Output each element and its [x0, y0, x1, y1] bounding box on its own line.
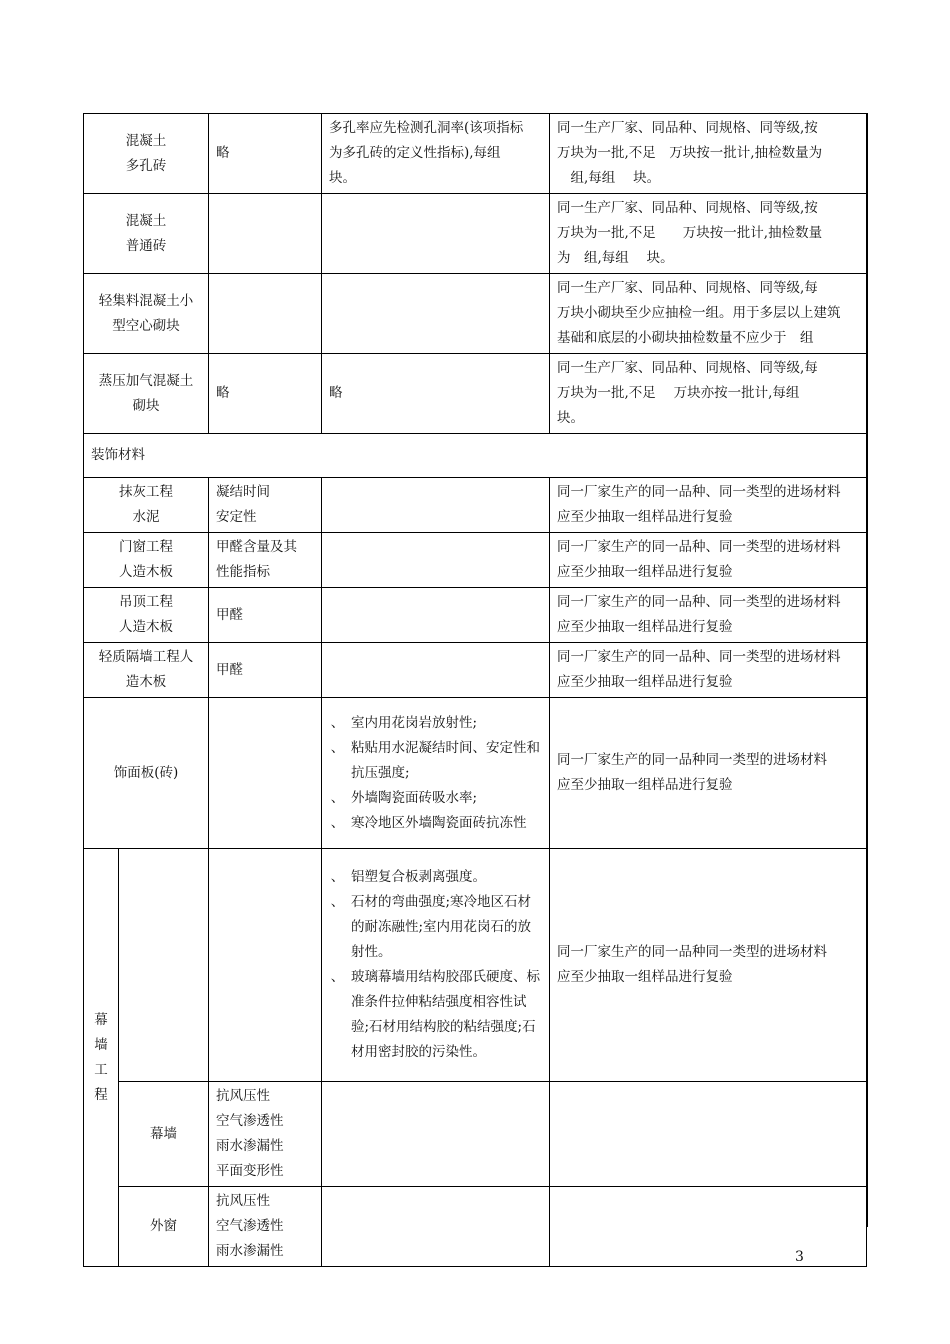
method-cell: [322, 1082, 550, 1187]
item-cell: 甲醛: [209, 643, 322, 698]
sampling-cell: 同一生产厂家、同品种、同规格、同等级,按 万块为一批,不足 万块按一批计,抽检数量 为 组,每组 块。: [550, 194, 867, 274]
material-cell: 混凝土 多孔砖: [84, 114, 209, 194]
sampling-cell: 同一厂家生产的同一品种同一类型的进场材料 应至少抽取一组样品进行复验: [550, 849, 867, 1082]
sampling-cell: 同一厂家生产的同一品种、同一类型的进场材料 应至少抽取一组样品进行复验: [550, 533, 867, 588]
list-item: 、 石材的弯曲强度;寒冷地区石材的耐冻融性;室内用花岗石的放射性。: [330, 894, 532, 960]
table-row: [84, 849, 867, 1082]
item-cell: [209, 698, 322, 849]
method-cell: [322, 478, 550, 533]
table-row: [84, 643, 867, 698]
method-cell: 多孔率应先检测孔洞率(该项指标 为多孔砖的定义性指标),每组 块。: [322, 114, 550, 194]
section-title: 装饰材料: [84, 434, 867, 478]
sampling-cell: 同一生产厂家、同品种、同规格、同等级,每 万块为一批,不足 万块亦按一批计,每组 块。: [550, 354, 867, 434]
material-cell: 幕墙: [119, 1082, 209, 1187]
table-row: [84, 354, 867, 434]
page-number: 3: [795, 1249, 804, 1265]
method-cell: [322, 588, 550, 643]
curtain-wall-group-label: 幕 墙 工 程: [84, 849, 119, 1267]
item-cell: 甲醛: [209, 588, 322, 643]
material-cell: 混凝土 普通砖: [84, 194, 209, 274]
method-cell: 略: [322, 354, 550, 434]
table-row: [84, 1187, 867, 1267]
list-item: 、 铝塑复合板剥离强度。: [330, 869, 486, 885]
method-cell: [322, 533, 550, 588]
sampling-cell: 同一厂家生产的同一品种、同一类型的进场材料 应至少抽取一组样品进行复验: [550, 643, 867, 698]
table-row: [84, 478, 867, 533]
table-row: [84, 698, 867, 849]
section-row: [84, 434, 867, 478]
sampling-cell: 同一生产厂家、同品种、同规格、同等级,按 万块为一批,不足 万块按一批计,抽检数量为 组,每组 块。: [550, 114, 867, 194]
item-cell: 甲醛含量及其 性能指标: [209, 533, 322, 588]
list-item: 、 外墙陶瓷面砖吸水率;: [330, 789, 478, 806]
table-row: [84, 114, 867, 194]
table-row: [84, 1082, 867, 1187]
material-cell: [119, 849, 209, 1082]
method-cell: [322, 698, 550, 849]
item-cell: 凝结时间 安定性: [209, 478, 322, 533]
item-cell: 抗风压性 空气渗透性 雨水渗漏性 平面变形性: [209, 1082, 322, 1187]
list-item: 、 室内用花岗岩放射性;: [330, 714, 478, 731]
material-cell: 抹灰工程 水泥: [84, 478, 209, 533]
table-row: [84, 588, 867, 643]
sampling-cell: [550, 1082, 867, 1187]
item-cell: 略: [209, 114, 322, 194]
list-item: 、 玻璃幕墙用结构胶邵氏硬度、标准条件拉伸粘结强度相容性试验;石材用结构胶的粘结强度;石材用密封胶的污染性。: [330, 969, 540, 1060]
method-cell: [322, 194, 550, 274]
table-row: [84, 194, 867, 274]
method-cell: [322, 274, 550, 354]
item-cell: 抗风压性 空气渗透性 雨水渗漏性: [209, 1187, 322, 1267]
material-cell: 轻质隔墙工程人 造木板: [84, 643, 209, 698]
sampling-cell: [550, 1187, 867, 1267]
item-cell: [209, 274, 322, 354]
material-cell: 门窗工程 人造木板: [84, 533, 209, 588]
material-cell: 蒸压加气混凝土 砌块: [84, 354, 209, 434]
sampling-cell: 同一厂家生产的同一品种、同一类型的进场材料 应至少抽取一组样品进行复验: [550, 478, 867, 533]
material-cell: 外窗: [119, 1187, 209, 1267]
sampling-cell: 同一厂家生产的同一品种同一类型的进场材料 应至少抽取一组样品进行复验: [550, 698, 867, 849]
table-row: [84, 274, 867, 354]
item-cell: 略: [209, 354, 322, 434]
list-item: 、 粘贴用水泥凝结时间、安定性和抗压强度;: [330, 739, 540, 781]
material-cell: 轻集料混凝土小 型空心砌块: [84, 274, 209, 354]
item-cell: [209, 849, 322, 1082]
list-item: 、 寒冷地区外墙陶瓷面砖抗冻性: [330, 814, 527, 831]
material-cell: 吊顶工程 人造木板: [84, 588, 209, 643]
material-cell: 饰面板(砖): [84, 698, 209, 849]
inspection-table: [83, 113, 867, 1267]
item-cell: [209, 194, 322, 274]
sampling-cell: 同一厂家生产的同一品种、同一类型的进场材料 应至少抽取一组样品进行复验: [550, 588, 867, 643]
sampling-cell: 同一生产厂家、同品种、同规格、同等级,每 万块小砌块至少应抽检一组。用于多层以上建筑 基础和底层的小砌块抽检数量不应少于 组: [550, 274, 867, 354]
method-cell: [322, 849, 550, 1082]
method-cell: [322, 643, 550, 698]
table-row: [84, 533, 867, 588]
method-cell: [322, 1187, 550, 1267]
